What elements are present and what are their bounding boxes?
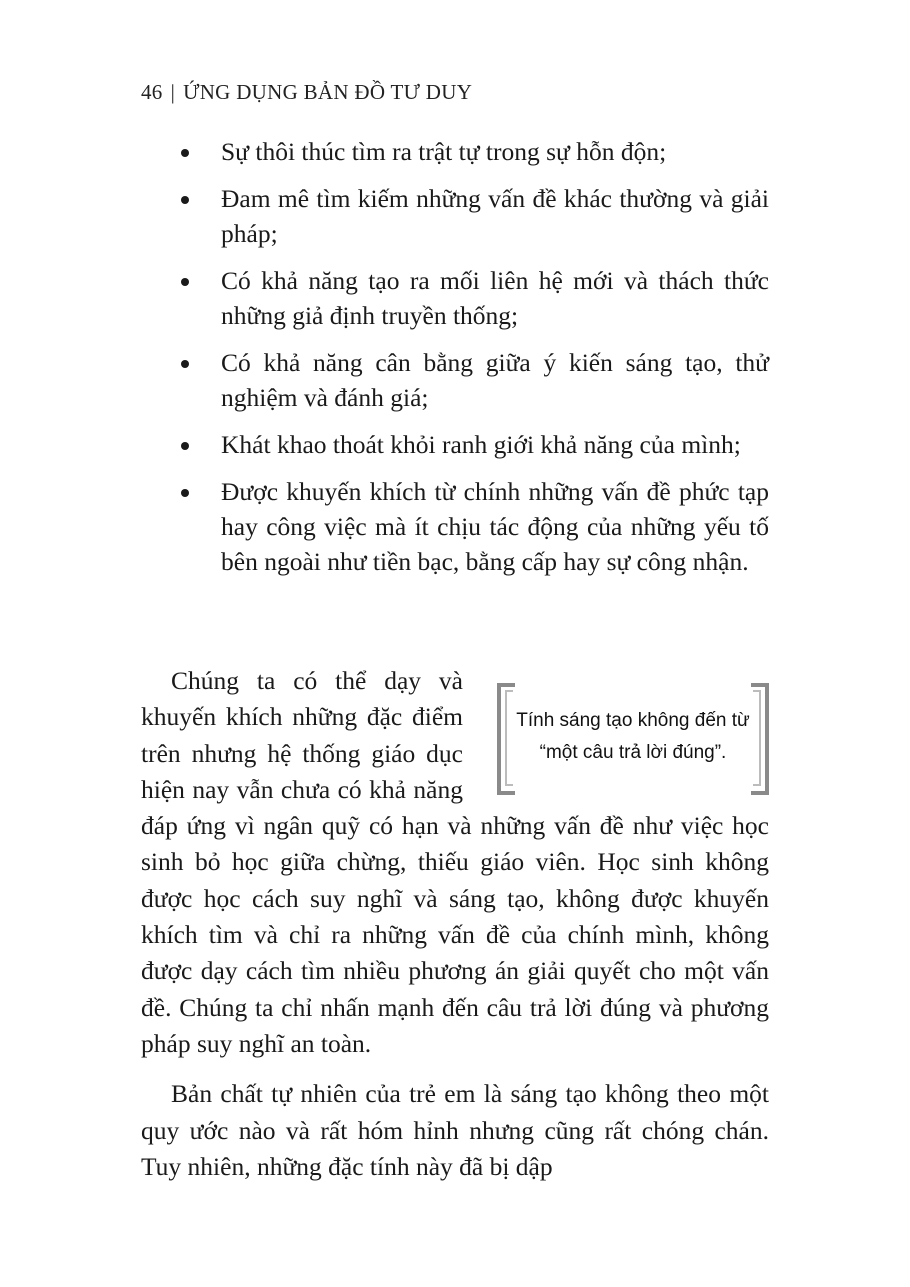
- trait-list: [141, 134, 769, 591]
- list-item: [141, 427, 769, 462]
- list-item-text: Có khả năng tạo ra mối liên hệ mới và thách thức những giả định truyền thống;: [221, 266, 769, 330]
- list-item: [141, 263, 769, 333]
- pull-quote-text: Tính sáng tạo không đến từ “một câu trả lời đúng”.: [516, 710, 750, 763]
- list-item-text: Sự thôi thúc tìm ra trật tự trong sự hỗn độn;: [221, 137, 667, 166]
- bullet-icon: [181, 360, 189, 368]
- paragraph: Chúng ta có thể dạy và khuyến khích những đặc điểm trên nhưng hệ thống giáo dục hiện nay vẫn chưa có khả năng đáp ứng vì ngân quỹ có hạn và những vấn đề như việc học sinh bỏ học giữa chừng, thiếu giáo viên. Học sinh không được học cách suy nghĩ và sáng tạo, không được khuyến khích tìm và chỉ ra những vấn đề của chính mình, không được dạy cách tìm nhiều phương án giải quyết cho một vấn đề. Chúng ta chỉ nhấn mạnh đến câu trả lời đúng và phương pháp suy nghĩ an toàn.: [141, 666, 769, 1058]
- bullet-icon: [181, 278, 189, 286]
- bullet-icon: [181, 489, 189, 497]
- paragraph: Bản chất tự nhiên của trẻ em là sáng tạo không theo một quy ước nào và rất hóm hỉnh nhưng cũng rất chóng chán. Tuy nhiên, những đặc tính này đã bị dập: [141, 1079, 769, 1181]
- book-title: ỨNG DỤNG BẢN ĐỒ TƯ DUY: [183, 80, 473, 104]
- list-item: [141, 181, 769, 251]
- running-header: [141, 80, 472, 105]
- list-item-text: Đam mê tìm kiếm những vấn đề khác thường và giải pháp;: [221, 184, 769, 248]
- bullet-icon: [181, 442, 189, 450]
- list-item: [141, 134, 769, 169]
- list-item-text: Khát khao thoát khỏi ranh giới khả năng của mình;: [221, 430, 741, 459]
- page-number: 46: [141, 80, 163, 104]
- pull-quote: [497, 683, 769, 791]
- header-separator: |: [170, 80, 176, 104]
- list-item: [141, 345, 769, 415]
- bullet-icon: [181, 149, 189, 157]
- bullet-icon: [181, 196, 189, 204]
- list-item: [141, 474, 769, 579]
- list-item-text: Có khả năng cân bằng giữa ý kiến sáng tạo, thử nghiệm và đánh giá;: [221, 348, 769, 412]
- list-item-text: Được khuyến khích từ chính những vấn đề phức tạp hay công việc mà ít chịu tác động của những yếu tố bên ngoài như tiền bạc, bằng cấp hay sự công nhận.: [221, 477, 769, 576]
